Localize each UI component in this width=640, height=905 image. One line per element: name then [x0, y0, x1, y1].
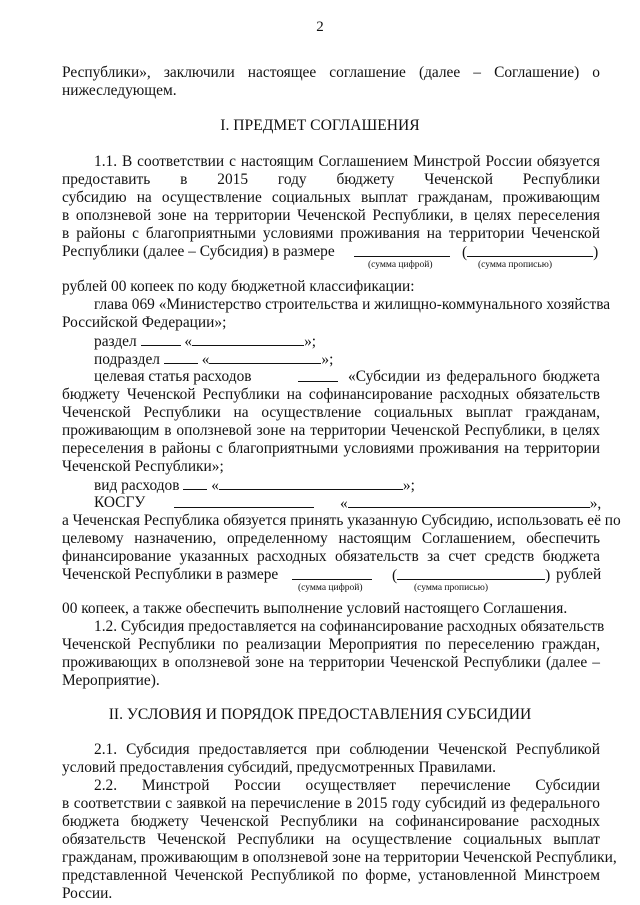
celevaya-text-line: Чеченской Республики на осуществление социальных выплат гражданам,: [62, 404, 600, 421]
sum-words-label: (сумма прописью): [414, 583, 488, 593]
glava-line: глава 069 «Министерство строительства и жилищно-коммунального хозяйства: [94, 296, 611, 313]
podrazdel-row: подраздел « »;: [94, 351, 334, 368]
paragraph-1-2-line: Мероприятие).: [62, 672, 160, 689]
sum-words-label: (сумма прописью): [478, 260, 552, 270]
obligation-line: а Чеченская Республика обязуется принять указанную Субсидию, использовать её по: [62, 512, 621, 529]
celevaya-text-line: проживающим в оползневой зоне на территории Чеченской Республики, в целях: [62, 422, 600, 439]
vid-label: вид расходов: [94, 477, 180, 494]
vid-code-blank[interactable]: [183, 476, 207, 490]
razdel-code-blank[interactable]: [141, 332, 181, 346]
paragraph-1-1-line: в районы с благоприятными условиями проживания на территории Чеченской: [62, 225, 600, 242]
paragraph-1-2-line: 1.2. Субсидия предоставляется на софинансирование расходных обязательств: [94, 618, 605, 635]
glava-line: Российской Федерации»;: [62, 314, 227, 331]
paragraph-2-2-line: 2.2. Минстрой России осуществляет перечисление Субсидии: [94, 777, 600, 794]
obligation-line: финансирование указанных расходных обязательств за счет средств бюджета: [62, 548, 600, 565]
kbk-line: рублей 00 копеек по коду бюджетной классификации:: [62, 278, 415, 295]
intro-line: Республики», заключили настоящее соглашение (далее – Соглашение) о: [62, 64, 600, 81]
paragraph-1-1-line: 1.1. В соответствии с настоящим Соглашением Минстрой России обязуется: [94, 153, 600, 170]
kosgu-name-blank[interactable]: « »,: [340, 495, 602, 512]
obligation-line: Чеченской Республики в размере: [62, 566, 279, 583]
paragraph-1-1-line: предоставить в 2015 году бюджету Чеченской Республики: [62, 171, 600, 188]
celevaya-text-line: переселения в районы с благоприятными условиями проживания на территории: [62, 440, 600, 457]
paragraph-2-2-line: России.: [62, 885, 113, 902]
section-heading-1: I. ПРЕДМЕТ СОГЛАШЕНИЯ: [220, 117, 420, 134]
paragraph-1-2-line: проживающих в оползневой зоне на территории Чеченской Республики (далее –: [62, 654, 600, 671]
podrazdel-code-blank[interactable]: [164, 350, 198, 364]
sum-digits-label: (сумма цифрой): [368, 260, 433, 270]
kosgu-code-blank[interactable]: [174, 494, 314, 513]
celevaya-label: целевая статья расходов: [94, 368, 252, 385]
razdel-name-blank[interactable]: [192, 332, 304, 346]
paragraph-2-2-line: представленной Чеченской Республикой по форме, установленной Минстроем: [62, 867, 600, 884]
paragraph-2-2-line: обязательств Чеченской Республики на осуществление социальных выплат: [62, 831, 600, 848]
obligation-line: целевому назначению, определенному настоящим Соглашением, обеспечить: [62, 530, 600, 547]
kosgu-label: КОСГУ: [94, 494, 146, 511]
page-number: 2: [316, 19, 324, 35]
paragraph-1-1-line: Республики (далее – Субсидия) в размере: [62, 243, 335, 260]
paragraph-2-2-line: бюджета бюджету Чеченской Республики на софинансирование расходных: [62, 813, 600, 830]
section-heading-2: II. УСЛОВИЯ И ПОРЯДОК ПРЕДОСТАВЛЕНИЯ СУБСИДИИ: [108, 706, 532, 723]
sum-words-blank-1[interactable]: ( ): [462, 244, 599, 261]
paragraph-2-1-line: условий предоставления субсидий, предусмотренных Правилами.: [62, 759, 496, 776]
intro-line: нижеследующем.: [62, 82, 177, 99]
podrazdel-name-blank[interactable]: [209, 350, 321, 364]
paragraph-1-2-line: Чеченской Республики по реализации Мероприятия по переселению граждан,: [62, 636, 600, 653]
paragraph-2-1-line: 2.1. Субсидия предоставляется при соблюдении Чеченской Республикой: [94, 741, 600, 758]
paragraph-1-1-line: субсидию на осуществление социальных выплат гражданам, проживающим: [62, 189, 600, 206]
rubley-text: рублей: [556, 566, 602, 583]
sum-words-blank-2[interactable]: ( ): [392, 567, 551, 584]
razdel-label: раздел: [94, 333, 137, 350]
paragraph-2-2-line: в соответствии с заявкой на перечисление в 2015 году субсидий из федерального: [62, 795, 600, 812]
paragraph-2-2-line: гражданам, проживающим в оползневой зоне на территории Чеченской Республики,: [62, 849, 617, 866]
razdel-row: раздел « »;: [94, 333, 317, 350]
sum-digits-label: (сумма цифрой): [298, 583, 363, 593]
vid-row: вид расходов « »;: [94, 477, 415, 494]
celevaya-text-line: Чеченской Республики»;: [62, 458, 224, 475]
kopeek-line: 00 копеек, а также обеспечить выполнение условий настоящего Соглашения.: [62, 600, 568, 617]
celevaya-text-line: бюджету Чеченской Республики на софинансирование расходных обязательств: [62, 386, 600, 403]
podrazdel-label: подраздел: [94, 351, 160, 368]
celevaya-text-line: «Субсидии из федерального бюджета: [348, 368, 600, 385]
paragraph-1-1-line: в оползневой зоне на территории Чеченской Республики, в целях переселения: [62, 207, 600, 224]
celevaya-code-blank[interactable]: [298, 368, 338, 387]
vid-name-blank[interactable]: [219, 476, 403, 490]
